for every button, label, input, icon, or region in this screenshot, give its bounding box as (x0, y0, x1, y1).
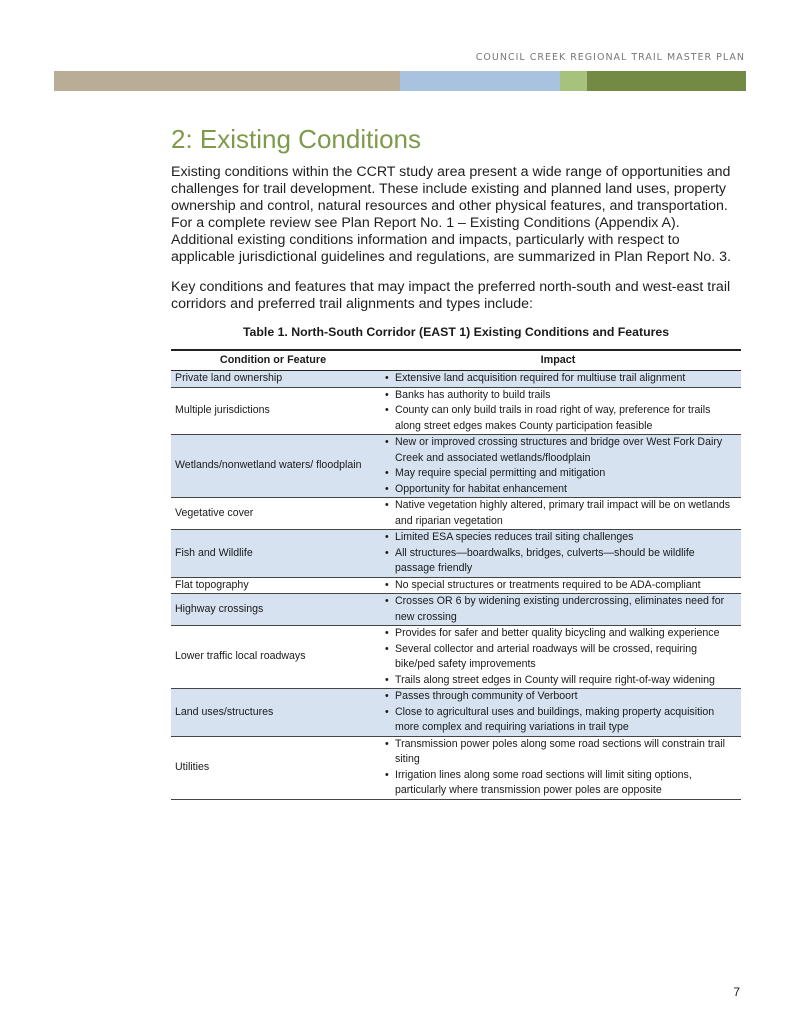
table-row (171, 498, 741, 530)
table-row (171, 530, 741, 578)
condition-cell: Flat topography (171, 577, 375, 594)
bullet-icon: • (385, 388, 389, 401)
impact-item (379, 403, 737, 434)
impact-text: Trails along street edges in County will require right-of-way widening (395, 673, 715, 686)
impact-cell (375, 530, 741, 578)
color-band-blue (400, 71, 560, 91)
impact-item (379, 768, 737, 799)
impact-item (379, 530, 737, 546)
condition-cell: Highway crossings (171, 594, 375, 626)
key-conditions-paragraph: Key conditions and features that may impact the preferred north-south and west-east trail corridors and preferred trail alignments and types include: (171, 279, 731, 312)
impact-item (379, 482, 737, 498)
color-band-light-green (560, 71, 587, 91)
column-header-impact: Impact (375, 350, 741, 371)
impact-list (379, 594, 737, 625)
impact-cell (375, 387, 741, 435)
color-band-dark-green (587, 71, 746, 91)
impact-text: Passes through community of Verboort (395, 690, 578, 702)
table-row (171, 689, 741, 737)
impact-item (379, 546, 737, 577)
table-body (171, 371, 741, 800)
table-row (171, 577, 741, 594)
table-row (171, 736, 741, 799)
bullet-icon: • (385, 404, 389, 416)
impact-text: Close to agricultural uses and buildings, making property acquisition more complex and requiring variations in trail type (395, 705, 715, 733)
impact-list (379, 371, 737, 387)
bullet-icon: • (385, 436, 389, 448)
impact-text: Transmission power poles along some road sections will constrain trail siting (395, 737, 725, 765)
impact-item (379, 578, 737, 594)
impact-cell (375, 689, 741, 737)
bullet-icon: • (385, 705, 389, 718)
table-row (171, 626, 741, 689)
bullet-icon: • (385, 642, 389, 655)
condition-cell: Lower traffic local roadways (171, 626, 375, 689)
impact-text: County can only build trails in road right of way, preference for trails along street edges makes County participation feasible (395, 404, 711, 432)
impact-text: New or improved crossing structures and bridge over West Fork Dairy Creek and associated wetlands/floodplain (395, 436, 723, 464)
bullet-icon: • (385, 482, 389, 495)
impact-text: Crosses OR 6 by widening existing undercrossing, eliminates need for new crossing (395, 595, 725, 623)
impact-list (379, 737, 737, 799)
impact-text: Limited ESA species reduces trail siting challenges (395, 531, 634, 543)
impact-list (379, 626, 737, 688)
impact-item (379, 466, 737, 482)
impact-cell (375, 577, 741, 594)
impact-cell (375, 498, 741, 530)
impact-list (379, 689, 737, 736)
bullet-icon: • (385, 372, 389, 384)
impact-item (379, 594, 737, 625)
impact-list (379, 388, 737, 435)
impact-text: Provides for safer and better quality bicycling and walking experience (395, 627, 720, 639)
impact-list (379, 530, 737, 577)
table-row (171, 371, 741, 388)
bullet-icon: • (385, 578, 389, 591)
impact-item (379, 642, 737, 673)
bullet-icon: • (385, 627, 389, 639)
impact-item (379, 435, 737, 466)
bullet-icon: • (385, 467, 389, 479)
bullet-icon: • (385, 737, 389, 750)
bullet-icon: • (385, 690, 389, 702)
page-title: 2: Existing Conditions (171, 124, 422, 154)
impact-text: Native vegetation highly altered, primary trail impact will be on wetlands and riparian vegetation (395, 499, 731, 527)
impact-item (379, 673, 737, 689)
page-number: 7 (733, 985, 740, 999)
impact-item (379, 371, 737, 387)
running-header: COUNCIL CREEK REGIONAL TRAIL MASTER PLAN (475, 52, 745, 63)
impact-item (379, 705, 737, 736)
conditions-table (171, 349, 741, 800)
condition-cell: Vegetative cover (171, 498, 375, 530)
impact-text: Irrigation lines along some road sections will limit siting options, particularly where transmission power poles are opposite (395, 768, 692, 796)
impact-list (379, 435, 737, 497)
impact-cell (375, 594, 741, 626)
impact-item (379, 737, 737, 768)
impact-item (379, 388, 737, 404)
table-header-row (171, 350, 741, 371)
impact-cell (375, 626, 741, 689)
impact-text: No special structures or treatments required to be ADA-compliant (395, 578, 701, 591)
impact-text: Opportunity for habitat enhancement (395, 482, 567, 495)
impact-item (379, 626, 737, 642)
impact-list (379, 498, 737, 529)
bullet-icon: • (385, 546, 389, 559)
intro-paragraph: Existing conditions within the CCRT study area present a wide range of opportunities and challenges for trail development. These include existing and planned land uses, property ownership and control, natural resources and other physical features, and transportation. For a complete review see Plan Report No. 1 – Existing Conditions (Appendix A). Additional existing conditions information and impacts, particularly with respect to applicable jurisdictional guidelines and regulations, are summarized in Plan Report No. 3. (171, 164, 731, 265)
impact-cell (375, 736, 741, 799)
table-row (171, 594, 741, 626)
condition-cell: Land uses/structures (171, 689, 375, 737)
impact-text: May require special permitting and mitigation (395, 467, 606, 479)
bullet-icon: • (385, 768, 389, 781)
bullet-icon: • (385, 673, 389, 686)
impact-item (379, 689, 737, 705)
condition-cell: Multiple jurisdictions (171, 387, 375, 435)
condition-cell: Wetlands/nonwetland waters/ floodplain (171, 435, 375, 498)
column-header-condition: Condition or Feature (171, 350, 375, 371)
table-row (171, 387, 741, 435)
impact-text: Several collector and arterial roadways will be crossed, requiring bike/ped safety improvements (395, 642, 698, 670)
impact-cell (375, 435, 741, 498)
impact-text: All structures—boardwalks, bridges, culverts—should be wildlife passage friendly (395, 546, 695, 574)
condition-cell: Utilities (171, 736, 375, 799)
bullet-icon: • (385, 595, 389, 607)
color-band-tan (54, 71, 400, 91)
bullet-icon: • (385, 499, 389, 511)
impact-text: Extensive land acquisition required for multiuse trail alignment (395, 372, 686, 384)
impact-list (379, 578, 737, 594)
impact-cell (375, 371, 741, 388)
impact-item (379, 498, 737, 529)
table-caption: Table 1. North-South Corridor (EAST 1) Existing Conditions and Features (242, 325, 670, 339)
condition-cell: Fish and Wildlife (171, 530, 375, 578)
condition-cell: Private land ownership (171, 371, 375, 388)
table-row (171, 435, 741, 498)
impact-text: Banks has authority to build trails (395, 388, 551, 401)
bullet-icon: • (385, 531, 389, 543)
